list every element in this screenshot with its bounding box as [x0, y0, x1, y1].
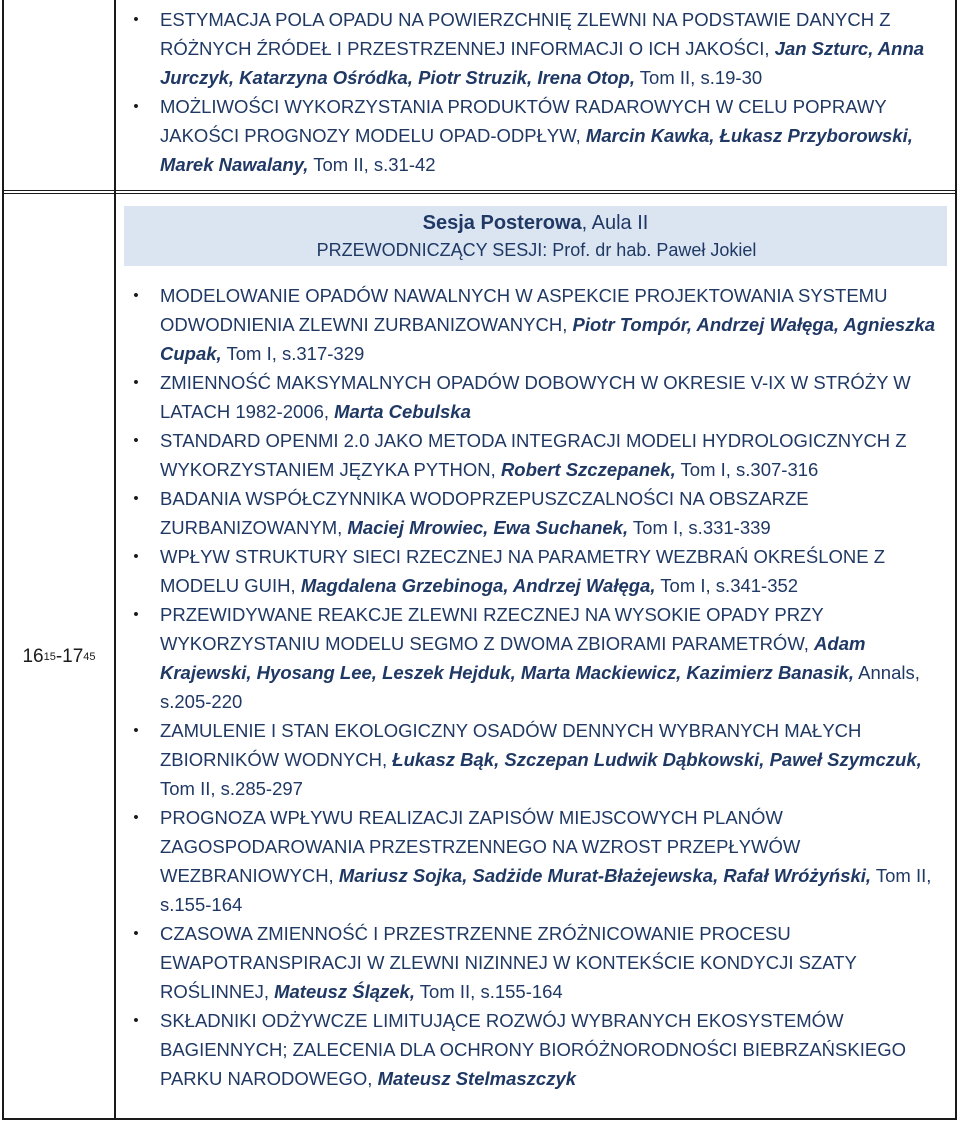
paper-list-poster — [120, 281, 953, 1093]
paper-title: PRZEWIDYWANE REAKCJE ZLEWNI RZECZNEJ NA WYSOKIE OPADY PRZY WYKORZYSTANIU MODELU SEGMO Z DWOMA ZBIORAMI PARAMETRÓW, — [160, 604, 824, 654]
list-item — [120, 1006, 953, 1093]
paper-reference: Tom II, s.19-30 — [634, 67, 763, 88]
time-separator: - — [55, 646, 63, 667]
paper-title: STANDARD OPENMI 2.0 JAKO METODA INTEGRACJI MODELI HYDROLOGICZNYCH Z WYKORZYSTANIEM JĘZYKA PYTHON, — [160, 430, 907, 480]
list-item — [120, 919, 953, 1006]
paper-title: ZAMULENIE I STAN EKOLOGICZNY OSADÓW DENNYCH WYBRANYCH MAŁYCH ZBIORNIKÓW WODNYCH, — [160, 720, 862, 770]
bullet-icon: • — [133, 925, 139, 942]
paper-authors: Adam Krajewski, Hyosang Lee, Leszek Hejduk, Marta Mackiewicz, Kazimierz Banasik, — [160, 633, 866, 683]
bullet-icon: • — [133, 809, 139, 826]
bullet-icon: • — [133, 374, 139, 391]
bullet-icon: • — [133, 287, 139, 304]
paper-reference: Tom I, s.317-329 — [221, 343, 365, 364]
paper-title: MODELOWANIE OPADÓW NAWALNYCH W ASPEKCIE PROJEKTOWANIA SYSTEMU ODWODNIENIA ZLEWNI ZURBANIZOWANYCH, — [160, 285, 888, 335]
paper-title: ZMIENNOŚĆ MAKSYMALNYCH OPADÓW DOBOWYCH W OKRESIE V-IX W STRÓŻY W LATACH 1982-2006, — [160, 372, 911, 422]
session-content — [120, 194, 953, 1093]
paper-title: CZASOWA ZMIENNOŚĆ I PRZESTRZENNE ZRÓŻNICOWANIE PROCESU EWAPOTRANSPIRACJI W ZLEWNI NIZINNEJ W KONTEKŚCIE KONDYCJI SZATY ROŚLINNEJ, — [160, 923, 857, 1002]
time-start-minutes: 15 — [43, 651, 56, 663]
schedule-table — [2, 0, 957, 1120]
paper-authors: Mateusz Ślązek, — [274, 981, 415, 1002]
list-item — [120, 426, 953, 484]
paper-authors: Magdalena Grzebinoga, Andrzej Wałęga, — [300, 575, 656, 596]
list-item — [120, 542, 953, 600]
time-end-minutes: 45 — [83, 651, 96, 663]
table-row-previous-session — [2, 0, 957, 190]
bullet-icon: • — [133, 548, 139, 565]
list-item — [120, 600, 953, 716]
paper-list-previous — [120, 5, 953, 179]
paper-reference: Tom I, s.331-339 — [628, 517, 771, 538]
time-start-hour: 16 — [22, 646, 44, 667]
paper-authors: Jan Szturc, Anna Jurczyk, Katarzyna Ośródka, Piotr Struzik, Irena Otop, — [160, 38, 925, 88]
paper-title: ESTYMACJA POLA OPADU NA POWIERZCHNIĘ ZLEWNI NA PODSTAWIE DANYCH Z RÓŻNYCH ŹRÓDEŁ I PRZESTRZENNEJ INFORMACJI O ICH JAKOŚCI, — [160, 9, 891, 59]
paper-reference: Tom II, s.31-42 — [308, 154, 436, 175]
list-item — [120, 281, 953, 368]
bullet-icon: • — [133, 606, 139, 623]
session-title — [124, 206, 947, 238]
bullet-icon: • — [133, 98, 139, 115]
list-item — [120, 5, 953, 92]
list-item — [120, 803, 953, 919]
paper-authors: Mateusz Stelmaszczyk — [377, 1068, 577, 1089]
list-item — [120, 484, 953, 542]
paper-authors: Maciej Mrowiec, Ewa Suchanek, — [347, 517, 629, 538]
paper-title: PROGNOZA WPŁYWU REALIZACJI ZAPISÓW MIEJSCOWYCH PLANÓW ZAGOSPODAROWANIA PRZESTRZENNEGO NA WZROST PRZEPŁYWÓW WEZBRANIOWYCH, — [160, 807, 801, 886]
paper-authors: Robert Szczepanek, — [500, 459, 676, 480]
session-title-bold: Sesja Posterowa — [422, 212, 582, 234]
session-chair: PRZEWODNICZĄCY SESJI: Prof. dr hab. Paweł Jokiel — [316, 240, 757, 260]
paper-authors: Marta Cebulska — [334, 401, 471, 422]
paper-authors: Piotr Tompór, Andrzej Wałęga, Agnieszka Cupak, — [160, 314, 936, 364]
table-row-poster-session — [2, 194, 957, 1120]
list-item — [120, 92, 953, 179]
paper-reference: Annals, s.205-220 — [160, 662, 920, 712]
bullet-icon: • — [133, 432, 139, 449]
bullet-icon: • — [133, 11, 139, 28]
paper-reference: Tom II, s.155-164 — [160, 865, 932, 915]
paper-title: MOŻLIWOŚCI WYKORZYSTANIA PRODUKTÓW RADAROWYCH W CELU POPRAWY JAKOŚCI PROGNOZY MODELU OPAD-ODPŁYW, — [160, 96, 887, 146]
session-time — [4, 194, 114, 1120]
session-title-room: , Aula II — [581, 212, 649, 234]
bullet-icon: • — [133, 490, 139, 507]
paper-authors: Marcin Kawka, Łukasz Przyborowski, Marek Nawalany, — [160, 125, 913, 175]
row-divider-top — [2, 190, 957, 191]
paper-reference: Tom II, s.285-297 — [160, 778, 303, 799]
paper-reference: Tom II, s.155-164 — [414, 981, 563, 1002]
paper-title: SKŁADNIKI ODŻYWCZE LIMITUJĄCE ROZWÓJ WYBRANYCH EKOSYSTEMÓW BAGIENNYCH; ZALECENIA DLA OCHRONY BIORÓŻNORODNOŚCI BIEBRZAŃSKIEGO PARKU NARODOWEGO, — [160, 1010, 906, 1089]
paper-authors: Łukasz Bąk, Szczepan Ludwik Dąbkowski, Paweł Szymczuk, — [392, 749, 922, 770]
list-item — [120, 716, 953, 803]
bullet-icon: • — [133, 1012, 139, 1029]
paper-title: BADANIA WSPÓŁCZYNNIKA WODOPRZEPUSZCZALNOŚCI NA OBSZARZE ZURBANIZOWANYM, — [160, 488, 809, 538]
bullet-icon: • — [133, 722, 139, 739]
paper-reference: Tom I, s.341-352 — [655, 575, 799, 596]
paper-title: WPŁYW STRUKTURY SIECI RZECZNEJ NA PARAMETRY WEZBRAŃ OKREŚLONE Z MODELU GUIH, — [160, 546, 886, 596]
list-item — [120, 368, 953, 426]
time-end-hour: 17 — [62, 646, 84, 667]
paper-authors: Mariusz Sojka, Sadżide Murat-Błażejewska, Rafał Wróżyński, — [338, 865, 872, 886]
paper-reference: Tom I, s.307-316 — [675, 459, 819, 480]
